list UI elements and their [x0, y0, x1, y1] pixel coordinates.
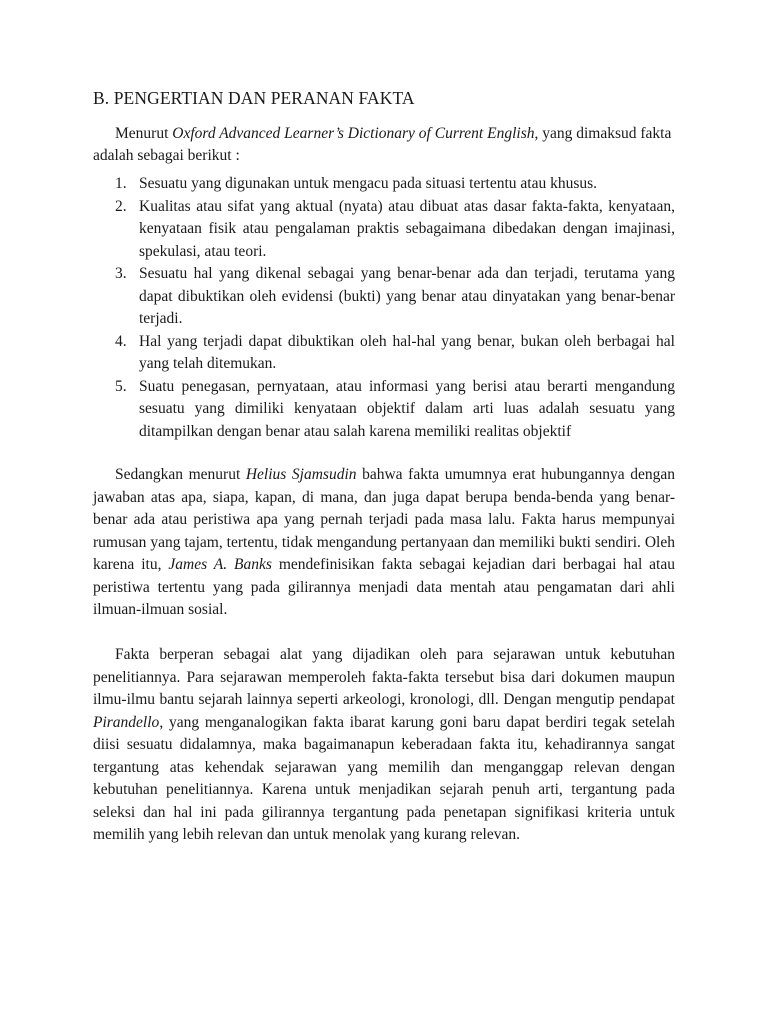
list-item-number: 2. — [115, 197, 127, 215]
list-item-text: Suatu penegasan, pernyataan, atau informasi yang berisi atau berarti mengandung sesuatu yang dimiliki kenyataan objektif dalam arti luas adalah sesuatu yang ditampilkan dengan benar atau salah karena memiliki realitas objektif — [139, 377, 675, 440]
list-item — [93, 173, 675, 196]
paragraph-text: mendefinisikan fakta sebagai kejadian dari berbagai hal atau peristiwa tertentu yang pada gilirannya menjadi data mentah atau pengamatan dari ahli ilmuan-ilmuan sosial. — [93, 556, 675, 618]
paragraph-text: Fakta berperan sebagai alat yang dijadikan oleh para sejarawan untuk kebutuhan penelitiannya. Para sejarawan memperoleh fakta-fakta tersebut bisa dari dokumen maupun ilmu-ilmu bantu sejarah lainnya seperti arkeologi, kronologi, dll. Dengan mengutip pendapat — [93, 646, 675, 708]
list-item — [93, 263, 675, 331]
list-item-text: Sesuatu hal yang dikenal sebagai yang benar-benar ada dan terjadi, terutama yang dapat dibuktikan oleh evidensi (bukti) yang benar atau dinyatakan yang benar-benar terjadi. — [139, 265, 675, 327]
list-item — [93, 331, 675, 376]
intro-source-title: Oxford Advanced Learner’s Dictionary of Current English — [172, 125, 535, 142]
list-item — [93, 196, 675, 264]
paragraph-text: Sedangkan menurut — [115, 466, 246, 483]
section-heading: B. PENGERTIAN DAN PERANAN FAKTA — [93, 88, 415, 108]
intro-text-before: Menurut — [115, 125, 173, 142]
list-item-text: Sesuatu yang digunakan untuk mengacu pada situasi tertentu atau khusus. — [139, 175, 598, 192]
paragraph-text: bahwa fakta umumnya erat hubungannya dengan jawaban atas apa, siapa, kapan, di mana, dan juga dapat berupa benda-benda yang benar-benar ada atau peristiwa apa yang pernah terjadi pada masa lalu. Fakta harus mempunyai rumusan yang tajam, tertentu, tidak mengandung pertanyaan dan memiliki bukti sendiri. Oleh karena itu, — [93, 466, 675, 573]
intro-text-after: , yang dimaksud fakta adalah sebagai berikut : — [93, 125, 672, 164]
author-name: Pirandello — [93, 713, 160, 731]
definition-list — [93, 173, 675, 443]
list-item-number: 1. — [115, 175, 127, 192]
intro-paragraph — [93, 123, 675, 167]
author-name: James A. Banks — [168, 556, 272, 573]
list-item-text: Kualitas atau sifat yang aktual (nyata) atau dibuat atas dasar fakta-fakta, kenyataan, kenyataan fisik atau pengalaman praktis sebagaimana dibedakan dengan imajinasi, spekulasi, atau teori. — [139, 197, 675, 260]
author-name: Helius Sjamsudin — [245, 466, 357, 483]
list-item-number: 4. — [115, 332, 127, 350]
body-paragraph-2 — [93, 644, 675, 847]
list-item-number: 3. — [115, 265, 127, 282]
list-item — [93, 376, 675, 444]
list-item-text: Hal yang terjadi dapat dibuktikan oleh hal-hal yang benar, bukan oleh berbagai hal yang telah ditemukan. — [139, 332, 675, 372]
paragraph-text: , yang menganalogikan fakta ibarat karung goni baru dapat berdiri tegak setelah diisi sesuatu didalamnya, maka bagaimanapun keberadaan fakta itu, kehadirannya sangat tergantung atas kehendak sejarawan yang memilih dan menganggap relevan dengan kebutuhan penelitiannya. Karena untuk menjadikan sejarah penuh arti, tergantung pada seleksi dan hal ini pada gilirannya tergantung pada penetapan signifikasi kriteria untuk memilih yang lebih relevan dan untuk menolak yang kurang relevan. — [93, 713, 675, 843]
body-paragraph-1 — [93, 464, 675, 622]
list-item-number: 5. — [115, 377, 127, 395]
